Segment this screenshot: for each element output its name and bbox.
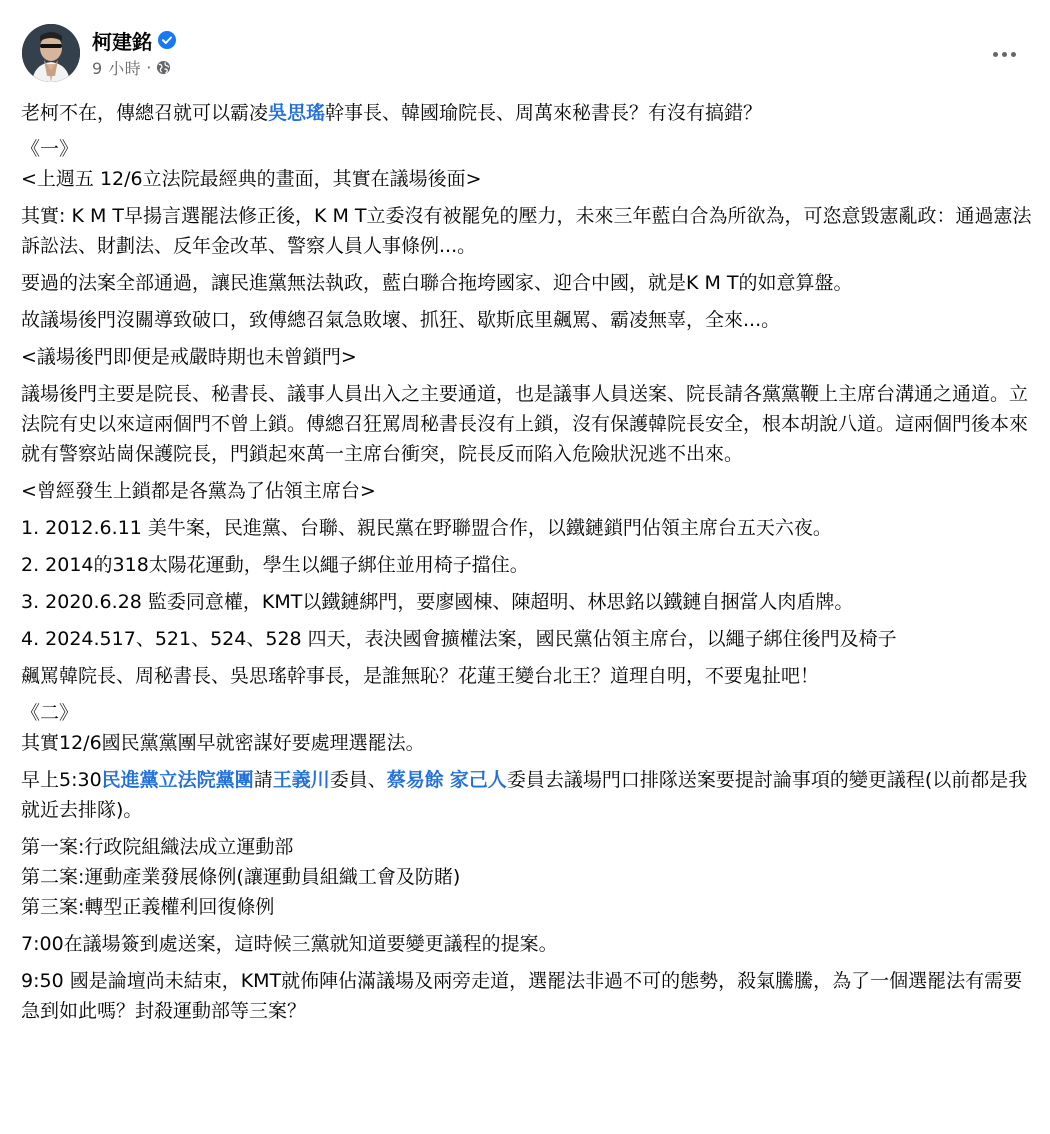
- case-item-1: 第一案:行政院組織法成立運動部: [21, 836, 294, 858]
- text: 委員去議場門口排隊送案要提討論事項的變更議程(以前都是我就近去排隊)。: [21, 769, 1028, 821]
- author-name[interactable]: 柯建銘: [92, 29, 152, 54]
- mention-link[interactable]: 吳思瑤: [268, 102, 326, 124]
- author-block: [92, 26, 176, 79]
- meta-separator: ·: [146, 58, 152, 77]
- case-item-2: 第二案:運動產業發展條例(讓運動員組織工會及防賭): [21, 866, 461, 888]
- paragraph-intro: [21, 98, 1037, 128]
- subheading-one: <上週五 12/6立法院最經典的畫面，其實在議場後面>: [21, 168, 482, 190]
- text: 早上5:30: [21, 769, 102, 791]
- case-item-3: 第三案:轉型正義權利回復條例: [21, 896, 275, 918]
- section-heading-one: 《一》: [21, 138, 79, 160]
- subheading-two: <議場後門即便是戒嚴時期也未曾鎖門>: [21, 346, 357, 368]
- verified-badge-icon: [158, 31, 176, 49]
- avatar-photo: [22, 24, 80, 82]
- paragraph-4: 故議場後門沒關導致破口，致傅總召氣急敗壞、抓狂、歇斯底里飆罵、霸凌無辜，全來...。: [21, 309, 781, 331]
- avatar[interactable]: [22, 24, 80, 82]
- paragraph-3: 要過的法案全部通過，讓民進黨無法執政，藍白聯合拖垮國家、迎合中國，就是K M T的如意算盤。: [21, 272, 853, 294]
- mention-link[interactable]: 民進黨立法院黨團: [101, 769, 254, 791]
- paragraph-5: 議場後門主要是院長、秘書長、議事人員出入之主要通道，也是議事人員送案、院長請各黨黨鞭上主席台溝通之通道。立法院有史以來這兩個門不曾上鎖。傅總召狂罵周秘書長沒有上鎖，沒有保護韓院長安全，根本胡說八道。這兩個門後本來就有警察站崗保護院長，門鎖起來萬一主席台衝突，院長反而陷入危險狀況逃不出來。: [21, 383, 1029, 465]
- paragraph-6: 飆罵韓院長、周秘書長、吳思瑤幹事長，是誰無恥？花蓮王變台北王？道理自明，不要鬼扯吧！: [21, 665, 820, 687]
- mention-link[interactable]: 蔡易餘: [386, 769, 444, 791]
- more-dot: [993, 52, 998, 57]
- text: 老柯不在，傳總召就可以霸凌: [21, 102, 269, 124]
- globe-icon[interactable]: [156, 60, 171, 75]
- paragraph-9: 7:00在議場簽到處送案，這時候三黨就知道要變更議程的提案。: [21, 933, 558, 955]
- list-item-3: 3. 2020.6.28 監委同意權，KMT以鐵鏈綁門，要廖國棟、陳超明、林思銘以鐵鏈自捆當人肉盾牌。: [21, 591, 854, 613]
- text: 幹事長、韓國瑜院長、周萬來秘書長？有沒有搞錯？: [325, 102, 763, 124]
- paragraph-8: [21, 765, 1037, 825]
- subheading-three: <曾經發生上鎖都是各黨為了佔領主席台>: [21, 480, 376, 502]
- paragraph-7: 其實12/6國民黨黨團早就密謀好要處理選罷法。: [21, 732, 425, 754]
- post-body: [21, 98, 1037, 1033]
- mention-link[interactable]: 家己人: [449, 769, 507, 791]
- post-timestamp[interactable]: 9 小時: [92, 59, 142, 78]
- post-meta: [92, 56, 176, 79]
- text: 委員、: [329, 769, 387, 791]
- author-line: [92, 26, 176, 54]
- section-heading-two: 《二》: [21, 702, 79, 724]
- list-item-2: 2. 2014的318太陽花運動，學生以繩子綁住並用椅子擋住。: [21, 554, 529, 576]
- paragraph-10: 9:50 國是論壇尚未結束，KMT就佈陣佔滿議場及兩旁走道，選罷法非過不可的態勢，殺氣騰騰，為了一個選罷法有需要急到如此嗎？封殺運動部等三案？: [21, 970, 1023, 1022]
- list-item-4: 4. 2024.517、521、524、528 四天，表決國會擴權法案，國民黨佔領主席台，以繩子綁住後門及椅子: [21, 628, 897, 650]
- text: 請: [253, 769, 273, 791]
- mention-link[interactable]: 王義川: [272, 769, 330, 791]
- more-options-icon[interactable]: [988, 42, 1020, 66]
- more-dot: [1011, 52, 1016, 57]
- list-item-1: 1. 2012.6.11 美牛案，民進黨、台聯、親民黨在野聯盟合作，以鐵鏈鎖門佔領主席台五天六夜。: [21, 517, 832, 539]
- post-header: [22, 24, 1028, 86]
- case-list: [21, 832, 1037, 922]
- paragraph-2: 其實: K M T早揚言選罷法修正後，K M T立委沒有被罷免的壓力，未來三年藍白合為所欲為，可恣意毀憲亂政：通過憲法訴訟法、財劃法、反年金改革、警察人員人事條例...。: [21, 205, 1032, 257]
- more-dot: [1002, 52, 1007, 57]
